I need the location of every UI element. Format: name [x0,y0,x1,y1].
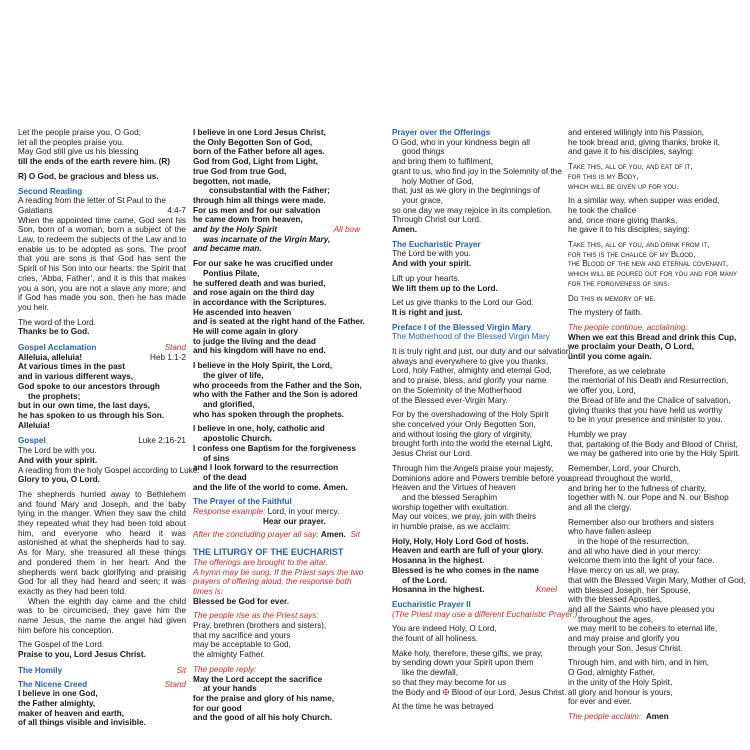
creed-line: begotten, not made, [193,176,271,186]
lord-be-with-you: The Lord be with you. [18,446,97,456]
creed-line: apostolic Church. [203,434,273,444]
kneel-rubric: Kneel [536,585,557,595]
acclamation-line: When we eat this Bread and drink this Cup, [568,332,737,342]
dialogue-line: And with your spirit. [392,259,472,269]
intercession-line: and may praise and glorify you [568,634,680,644]
pray-line: that my sacrifice and yours [193,630,291,640]
people-reply-rubric: The people reply: [193,664,257,674]
anamnesis-line: to be in your presence and minister to you. [568,415,723,425]
intercession-line: that, partaking of the Body and Blood of Christ, [568,439,738,449]
creed-line: of all things visible and invisible. [18,718,146,728]
offerings-line: holy Mother of God, [402,176,474,186]
creed-line: God from God, Light from Light, [193,157,319,167]
intercession-line: we may merit to be coheirs to eternal life, [568,624,718,634]
acclamation-line: until you come again. [568,352,652,362]
offerings-line: O God, who in your kindness begin all [392,137,530,147]
preface-line: and the blessed Seraphim [402,492,498,502]
second-reading-intro: A reading from the letter of St Paul to the [18,196,166,206]
preface-line: Dominions adore and Powers tremble before you. [392,473,573,483]
second-reading-text: When the appointed time came, God sent his Son, born of a woman, born a subject of the Law, to redeem the subjects of the Law and to enable us to be adopted as sons. The proof that you are sons is that God has sent the Spirit of his Son into our hearts: the Spirit that cries, ‘Abba, Father’, and it is this that makes you a son, you are not a slave any more; and if God has made you son, then he has made you heir. [18,215,186,312]
intercession-line: Humbly we pray [568,429,627,439]
creed-line: was incarnate of the Virgin Mary, [203,234,331,244]
offerings-line: so one day we may rejoice in its completion. [392,205,553,215]
dialogue-line: Let us give thanks to the Lord our God. [392,298,534,308]
acclamation-line: God spoke to our ancestors through [18,381,160,391]
anamnesis-line: Therefore, as we celebrate [568,366,666,376]
institution-line: he gave it to his disciples, saying: [568,225,690,235]
after-concluding-rubric: After the concluding prayer all say: [193,530,319,540]
acclamation-line: we proclaim your Death, O Lord, [568,342,695,352]
intercession-line: we may be gathered into one by the Holy Spirit. [568,449,741,459]
creed-line: I believe in one God, [18,689,98,699]
sanctus-line: Heaven and earth are full of your glory. [392,546,544,556]
creed-line: I believe in one Lord Jesus Christ, [193,128,326,137]
reply-line: and the good of all his holy Church. [193,713,333,723]
acclamation-line: and in various different ways, [18,372,134,382]
preface-line: in humble praise, as we acclaim: [392,522,511,532]
creed-line: in accordance with the Scriptures. [193,297,327,307]
institution-line: In a similar way, when supper was ended, [568,196,720,206]
preface-line: of the Blessed ever-Virgin Mary. [392,395,508,405]
do-this-in-memory: Do this in memory of me. [568,293,656,303]
intercession-line: spread throughout the world, [568,473,673,483]
intercession-line: and all the Saints who have pleased you [568,604,715,614]
gospel-text: The shepherds hurried away to Bethlehem and found Mary and Joseph, and the baby lying in the manger. When they saw the child they repeated what they had been told about him, and everyone who heard it was astonished at what the shepherds had to say. As for Mary, she treasured all these things and pondered them in her heart. And the shepherds went back glorifying and praising God for all they had heard and seen; it was exactly as they had been told. [18,489,186,596]
acclamation-line: he has spoken to us through his Son. [18,410,165,420]
preface-subtitle: The Motherhood of the Blessed Virgin Mary [392,332,550,342]
intercession-line: Remember also our brothers and sisters [568,517,715,527]
stand-rubric-2: Stand [164,679,186,689]
prayer-offerings-heading: Prayer over the Offerings [392,128,491,137]
anamnesis-line: the memorial of his Death and Resurrection, [568,376,729,386]
intercession-line: and bring her to the fullness of charity, [568,483,707,493]
gospel-text-2: When the eighth day came and the child was to be circumcised, they gave him the name Jesus, the name the angel had given him before his conception. [18,596,186,635]
acclamation-line: At various times in the past [18,362,125,372]
psalm-line: let all the peoples praise you. [18,137,125,147]
creed-line: through him all things were made. [193,195,326,205]
creed-line: For us men and for our salvation [193,205,321,215]
homily-heading: The Homily [18,665,63,675]
institution-line: he took bread and, giving thanks, broke it, [568,137,721,147]
preface-line: and without losing the glory of virginity, [392,429,533,439]
creed-line: He ascended into heaven [193,307,292,317]
anamnesis-line: giving thanks that you have held us worthy [568,405,723,415]
ep2-line: Blood of our Lord, Jesus Christ. [451,687,567,697]
amen-response: Amen. [320,530,346,540]
sanctus-line: Holy, Holy, Holy Lord God of hosts. [392,536,529,546]
creed-line: consubstantial with the Father; [209,186,331,196]
preface-line: It is truly right and just, our duty and our salvation, [392,347,573,357]
creed-line: For our sake he was crucified under [193,259,334,269]
preface-line: May our voices, we pray, join with theirs [392,512,537,522]
doxology-line: Through him, and with him, and in him, [568,658,710,668]
consecration-line: for this is my Body, [568,171,639,181]
institution-line: and gave it to his disciples, saying: [568,147,695,157]
mystery-of-faith: The mystery of faith. [568,308,643,318]
creed-line: and by the Holy Spirit [193,225,278,235]
second-reading-heading: Second Reading [18,186,83,196]
creed-line: who has spoken through the prophets. [193,409,345,419]
intercession-line: and all the clergy. [568,502,632,512]
dialogue-line: Lift up your hearts. [392,273,460,283]
reply-line: at your hands [203,684,257,694]
offerings-rubric-line: The offerings are brought to the altar. [193,557,328,567]
preface-line: and to praise, bless, and glorify your name [392,376,547,386]
sit-rubric: Sit [350,530,360,540]
consecration-line: which will be poured out for you and for many [568,269,738,279]
column-4 [568,128,746,722]
consecration-line: the Blood of the new and eternal covenant, [568,259,729,269]
gospel-of-lord: The Gospel of the Lord. [18,640,105,650]
creed-line: maker of heaven and earth, [18,708,125,718]
psalm-line: Let the people praise you, O God; [18,128,141,137]
acclamation-line: but in our own time, the last days, [18,401,150,411]
preface-line: Heaven and the Virtues of heaven [392,483,516,493]
anamnesis-line: the Bread of life and the Chalice of salvation, [568,395,731,405]
offerings-line: Through Christ our Lord. [392,215,482,225]
praise-response: Praise to you, Lord Jesus Christ. [18,650,146,660]
creed-line: I confess one Baptism for the forgiveness [193,443,356,453]
intercession-line: in the hope of the resurrection, [578,537,690,547]
creed-line: Pontius Pilate, [203,268,260,278]
creed-line: the giver of life, [203,370,264,380]
intercession-line: through your Son, Jesus Christ. [568,643,683,653]
gospel-heading: Gospel [18,436,46,446]
preface-line: Through him the Angels praise your majesty, [392,463,554,473]
ep2-rubric: (The Priest may use a different Eucharistic Prayer.) [392,609,578,619]
gospel-intro: A reading from the holy Gospel according to Luke. [18,465,200,475]
offerings-line: that, just as we glory in the beginnings of [392,186,540,196]
offerings-line: and bring them to fulfilment, [392,157,494,167]
institution-line: he took the chalice [568,205,637,215]
offerings-amen: Amen. [392,225,418,235]
psalm-line: May God still give us his blessing [18,147,139,157]
all-bow-rubric: All bow [333,225,360,235]
response-example-label: Response example: [193,507,266,517]
ep2-line: like the dewfall, [402,668,458,678]
eucharistic-prayer-heading: The Eucharistic Prayer [392,239,481,249]
creed-line: and is seated at the right hand of the Father. [193,317,365,327]
creed-line: he came down from heaven, [193,215,303,225]
consecration-line: for the forgiveness of sins. [568,278,670,288]
eucharistic-prayer-ii-heading: Eucharistic Prayer II [392,599,471,609]
creed-line: he suffered death and was buried, [193,278,326,288]
consecration-line: Take this, all of you, and drink from it, [568,240,710,250]
column-3 [392,128,578,712]
dialogue-line: The Lord be with you. [392,249,471,259]
doxology-line: in the unity of the Holy Spirit, [568,677,673,687]
reply-line: for our good [193,703,242,713]
ep2-line: You are indeed Holy, O Lord, [392,624,497,634]
liturgy-eucharist-heading: THE LITURGY OF THE EUCHARIST [193,547,344,558]
pray-line: Pray, brethren (brothers and sisters), [193,621,327,631]
pray-line: the almighty Father. [193,650,265,660]
column-1 [18,128,200,728]
creed-heading: The Nicene Creed [18,679,88,689]
and-with-your-spirit: And with your spirit. [18,455,98,465]
creed-line: who proceeds from the Father and the Son, [193,380,362,390]
preface-line: brought forth into the world the eternal Light, [392,439,553,449]
acclamation-line: Alleluia! [18,420,50,430]
creed-line: I believe in the Holy Spirit, the Lord, [193,361,333,371]
creed-line: true God from true God, [193,166,287,176]
creed-line: and became man. [193,244,262,254]
column-2 [193,128,365,723]
offerings-rubric-line: prayers of offering aloud, the response both [193,577,352,587]
dialogue-line: We lift them up to the Lord. [392,283,498,293]
intercession-line: together with N. our Pope and N. our Bishop [568,493,729,503]
creed-line: I believe in one, holy, catholic and [193,424,325,434]
preface-line: she conceived your Only Begotten Son, [392,419,536,429]
hear-our-prayer: Hear our prayer. [263,516,326,526]
institution-line: and entered willingly into his Passion, [568,128,705,137]
ep2-line: so that they may become for us [392,677,507,687]
consecration-line: Take this, all of you, and eat of it, [568,162,693,172]
sanctus-line: Blessed is he who comes in the name [392,565,539,575]
hebrews-ref: Heb 1:1-2 [150,352,186,362]
stand-rubric: Stand [164,343,186,353]
blessed-be-god: Blessed be God for ever. [193,596,290,606]
creed-line: of sins [203,453,230,463]
creed-line: to judge the living and the dead [193,336,316,346]
creed-line: who with the Father and the Son is adored [193,390,358,400]
creed-line: the Father almighty, [18,698,96,708]
sanctus-line: Hosanna in the highest. [392,556,485,566]
ep2-line: the fount of all holiness. [392,634,479,644]
doxology-line: O God, almighty Father, [568,668,655,678]
sanctus-line: of the Lord. [402,575,448,585]
psalm-response: R) O God, be gracious and bless us. [18,171,159,181]
intercession-line: with the blessed Apostles, [568,595,663,605]
intercession-line: who have fallen asleep [568,527,652,537]
prayer-faithful-heading: The Prayer of the Faithful [193,497,292,507]
ep2-line: At the time he was betrayed [392,702,494,712]
intercession-line: welcome them into the light of your face. [568,556,715,566]
sit-rubric: Sit [176,665,186,675]
creed-amen: Amen. [322,482,348,492]
creed-line: and the life of the world to come. [193,482,321,492]
dialogue-line: It is right and just. [392,307,463,317]
gospel-acclamation-heading: Gospel Acclamation [18,343,97,353]
offerings-line: your grace, [402,195,443,205]
anamnesis-line: we offer you, Lord, [568,386,636,396]
acclamation-rubric: The people continue, acclaiming: [568,322,688,332]
creed-line: the Only Begotten Son of God, [193,137,313,147]
consecration-line: for this is the chalice of my Blood, [568,249,696,259]
intercession-line: Remember, Lord, your Church, [568,464,681,474]
second-reading-intro-2: Galatians [18,205,53,215]
reply-line: May the Lord accept the sacrifice [193,674,323,684]
thanks-response: Thanks be to God. [18,327,90,337]
intercession-line: with blessed Joseph, her Spouse, [568,585,691,595]
great-amen: Amen [645,711,669,721]
doxology-line: for ever and ever. [568,697,632,707]
second-reading-ref: 4:4-7 [167,205,186,215]
word-of-lord: The word of the Lord. [18,317,96,327]
consecration-line: which will be given up for you. [568,181,679,191]
creed-line: of the dead [203,472,247,482]
creed-line: born of the Father before all ages. [193,147,325,157]
intercession-line: and all who have died in your mercy: [568,546,701,556]
ep2-line: the Body and [392,687,441,697]
preface-line: worship together with exultation. [392,502,509,512]
intercession-line: Have mercy on us all, we pray, [568,566,680,576]
acclaim-rubric: The people acclaim: [568,711,642,721]
reply-line: for the praise and glory of his name, [193,693,335,703]
preface-line: Lord, holy Father, almighty and eternal God, [392,366,552,376]
preface-heading: Preface I of the Blessed Virgin Mary [392,322,532,332]
preface-line: always and everywhere to give you thanks, [392,356,549,366]
creed-line: and his kingdom will have no end. [193,346,326,356]
intercession-line: throughout the ages, [578,614,654,624]
cross-icon: ✠ [442,687,450,697]
gospel-ref: Luke 2:16-21 [138,436,186,446]
ep2-line: by sending down your Spirit upon them [392,658,534,668]
preface-line: on the Solemnity of the Motherhood [392,385,522,395]
acclamation-line: the prophets; [28,391,81,401]
psalm-line: till the ends of the earth revere him. (R) [18,157,170,167]
intercession-line: that with the Blessed Virgin Mary, Mother of God, [568,575,746,585]
glory-response: Glory to you, O Lord. [18,475,100,485]
offerings-rubric-line: A hymn may be sung. If the Priest says the two [193,567,364,577]
creed-line: and I look forward to the resurrection [193,463,339,473]
response-example-text: Lord, in your mercy. [267,507,340,517]
offerings-line: good things [402,147,445,157]
ep2-line: Make holy, therefore, these gifts, we pray, [392,648,543,658]
rise-rubric: The people rise as the Priest says: [193,611,319,621]
alleluia: Alleluia, alleluia! [18,352,83,362]
offerings-rubric-line: times is: [193,586,224,596]
pray-line: may be acceptable to God, [193,640,291,650]
creed-line: and glorified, [203,399,255,409]
preface-line: Jesus Christ our Lord. [392,449,473,459]
preface-line: For by the overshadowing of the Holy Spirit [392,410,549,420]
creed-line: and rose again on the third day [193,288,315,298]
creed-line: He will come again in glory [193,327,299,337]
offerings-line: grant to us, who find joy in the Solemnity of the [392,166,562,176]
doxology-line: all glory and honour is yours, [568,687,673,697]
institution-line: and, once more giving thanks, [568,215,678,225]
sanctus-line: Hosanna in the highest. [392,585,485,595]
